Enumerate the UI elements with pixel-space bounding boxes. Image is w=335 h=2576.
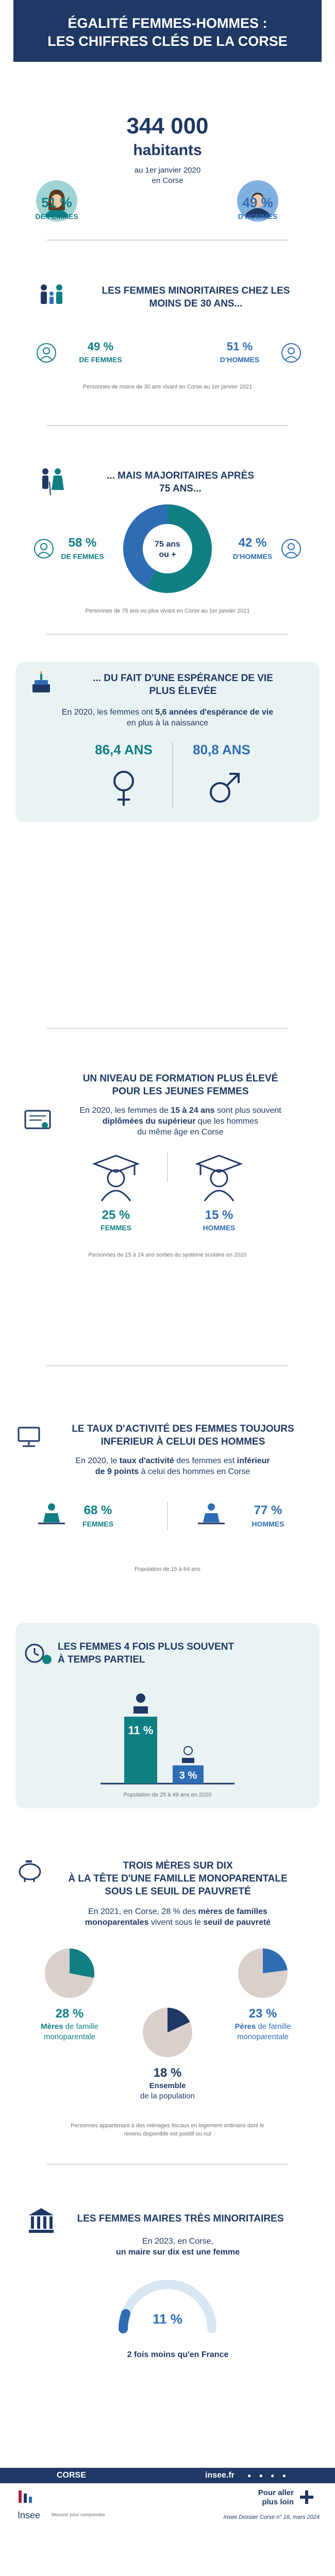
header-title-line2: LES CHIFFRES CLÉS DE LA CORSE: [47, 33, 288, 49]
fathers-label-bold: Pères: [234, 2022, 256, 2031]
poverty-text-a: En 2021, en Corse, 28 % des: [88, 1907, 198, 1916]
activity-text-f: à celui des hommes en Corse: [139, 1467, 250, 1476]
parttime-title-line1: LES FEMMES 4 FOIS PLUS SOUVENT: [58, 1641, 234, 1652]
activity-title-line1: LE TAUX D'ACTIVITÉ DES FEMMES TOUJOURS: [72, 1423, 294, 1434]
education-men-pct: 15 %: [205, 1208, 233, 1222]
parttime-title-line2: À TEMPS PARTIEL: [58, 1654, 145, 1665]
footer-social-icons[interactable]: ● ● ● ●: [247, 2472, 289, 2479]
poverty-note-line1: Personnes appartenant à des ménages fiscaux en logement ordinaire dont le: [71, 2123, 264, 2129]
poverty-text-b: mères de familles: [198, 1907, 267, 1916]
separator: [46, 634, 289, 635]
education-women-pct: 25 %: [102, 1208, 130, 1222]
population-unit: habitants: [133, 142, 202, 159]
mothers-label-bold: Mères: [41, 2022, 63, 2031]
old-women-label: DE FEMMES: [61, 552, 104, 561]
footer-reference: Insee Dossier Corse n° 16, mars 2024: [223, 2514, 320, 2520]
footer-region: CORSE: [57, 2471, 86, 2480]
life-title-line2: PLUS ÉLEVÉE: [149, 686, 217, 697]
poverty-title-line3: SOUS LE SEUIL DE PAUVRETÉ: [105, 1886, 251, 1897]
separator: [46, 240, 289, 241]
young-women-label: DE FEMMES: [79, 355, 122, 364]
poverty-title-line2: À LA TÊTE D'UNE FAMILLE MONOPARENTALE: [68, 1873, 288, 1884]
fathers-label-line2: monoparentale: [237, 2032, 289, 2041]
activity-women-pct: 68 %: [83, 1503, 112, 1517]
poverty-text-d: vivent sous le: [148, 1918, 204, 1927]
parttime-woman-figure-icon: [133, 1693, 148, 1714]
activity-text-line2: [41, 1466, 304, 1477]
mayors-text-a: En 2023, en Corse,: [142, 2237, 213, 2246]
old-women-pct: 58 %: [68, 536, 97, 550]
poverty-title-line1: TROIS MÈRES SUR DIX: [123, 1860, 233, 1871]
education-text-line2: [52, 1116, 309, 1127]
activity-women-label: FEMMES: [82, 1520, 113, 1528]
poverty-text-e: seuil de pauvreté: [203, 1918, 271, 1927]
birthday-cake-icon: [28, 670, 54, 696]
male-symbol-icon: [204, 768, 245, 809]
plus-icon[interactable]: [299, 2489, 314, 2505]
pie-fathers: [237, 1947, 289, 1999]
old-donut-chart: [121, 502, 214, 595]
family-icon: [36, 282, 67, 308]
computer-desk-icon: [15, 1425, 46, 1450]
mayors-footer-text: 2 fois moins qu'en France: [127, 2350, 229, 2359]
insee-logo-icon: [15, 2488, 36, 2509]
footer-tagline: Mesurer pour comprendre: [52, 2512, 106, 2517]
pie-all: [142, 2007, 193, 2058]
graduate-man-icon: [193, 1151, 245, 1203]
pie-mothers-slice: [70, 1948, 94, 1978]
life-text-b: 5,6 années d'espérance de vie: [155, 708, 274, 717]
diploma-icon: [23, 1107, 54, 1132]
bar-women-label: 11 %: [128, 1724, 154, 1737]
all-pct: 18 %: [153, 2066, 182, 2080]
separator: [46, 2164, 289, 2165]
population-total: 344 000: [126, 113, 209, 139]
mothers-label-line2: monoparentale: [43, 2032, 96, 2041]
footer-site[interactable]: insee.fr: [205, 2471, 234, 2480]
parttime-bar-chart: [90, 1685, 245, 1788]
donut-center-line1: 75 ans: [155, 540, 180, 549]
fathers-label-line1: [214, 2022, 312, 2031]
footer-bar: [0, 2468, 335, 2483]
education-text-d: diplômées du supérieur: [102, 1117, 196, 1126]
gauge-label: 11 %: [153, 2311, 182, 2327]
mayors-gauge: [116, 2277, 219, 2334]
mothers-pct: 28 %: [55, 2007, 84, 2021]
population-place: en Corse: [152, 176, 183, 185]
education-divider: [167, 1151, 168, 1182]
footer-brand: Insee: [18, 2510, 41, 2520]
activity-men-pct: 77 %: [254, 1503, 282, 1517]
fathers-pct: 23 %: [248, 2007, 277, 2021]
education-text-f: du même âge en Corse: [137, 1128, 224, 1137]
working-woman-icon: [36, 1502, 67, 1528]
life-title-line1: ... DU FAIT D'UNE ESPÉRANCE DE VIE: [93, 673, 273, 684]
activity-text-b: taux d'activité: [119, 1456, 174, 1465]
activity-note: Population de 15 à 64 ans: [135, 1566, 200, 1572]
mayors-text-b: un maire sur dix est une femme: [115, 2248, 240, 2257]
header-title-line1: ÉGALITÉ FEMMES-HOMMES :: [68, 15, 267, 31]
education-text-a: En 2020, les femmes de: [79, 1106, 171, 1115]
old-woman-icon: [34, 538, 54, 559]
old-title-line2: 75 ANS...: [159, 483, 202, 494]
all-label-line2: de la population: [140, 2092, 195, 2100]
education-title-line2: POUR LES JEUNES FEMMES: [112, 1086, 249, 1097]
mothers-label-line1: [21, 2022, 119, 2031]
life-text-a: En 2020, les femmes ont: [61, 708, 156, 717]
education-text-line1: [52, 1105, 309, 1116]
young-men-label: D'HOMMES: [220, 355, 260, 364]
education-title-line1: UN NIVEAU DE FORMATION PLUS ÉLEVÉ: [82, 1073, 278, 1084]
female-symbol-icon: [108, 768, 139, 809]
activity-text-a: En 2020, le: [75, 1456, 120, 1465]
education-text-b: 15 à 24 ans: [171, 1106, 215, 1115]
life-women-value: 86,4 ANS: [95, 742, 153, 757]
old-title-line1: ... MAIS MAJORITAIRES APRÈS: [106, 470, 255, 481]
footer-more-line1[interactable]: Pour aller: [258, 2488, 294, 2497]
donut-center-line2: ou +: [159, 550, 176, 559]
activity-divider: [167, 1502, 168, 1530]
young-title-line1: LES FEMMES MINORITAIRES CHEZ LES: [102, 285, 290, 296]
old-man-icon: [281, 538, 301, 559]
old-men-label: D'HOMMES: [232, 552, 273, 561]
elderly-couple-icon: [36, 466, 67, 497]
separator: [46, 1028, 289, 1029]
working-man-icon: [196, 1502, 227, 1528]
parttime-man-figure-icon: [182, 1747, 194, 1763]
young-men-pct: 51 %: [226, 340, 253, 353]
fathers-label-rest: de famille: [256, 2022, 291, 2031]
education-women-label: FEMMES: [100, 1224, 131, 1232]
population-women-label: DE FEMMES: [35, 212, 78, 221]
activity-text-line1: [41, 1455, 304, 1466]
all-label-line1: Ensemble: [149, 2081, 186, 2090]
life-text-line1: [26, 707, 309, 718]
young-women-pct: 49 %: [87, 340, 114, 353]
population-men-pct: 49 %: [242, 195, 273, 210]
population-women-pct: 51 %: [41, 195, 72, 210]
pie-fathers-slice: [263, 1948, 288, 1973]
old-men-pct: 42 %: [238, 536, 267, 550]
gauge-fill: [123, 2314, 126, 2329]
mothers-label-rest: de famille: [63, 2022, 98, 2031]
activity-title-line2: INFERIEUR À CELUI DES HOMMES: [100, 1436, 265, 1447]
education-note: Personnes de 15 à 24 ans sorties du système scolaire en 2020: [88, 1252, 247, 1258]
young-man-icon: [281, 343, 301, 363]
poverty-text-c: monoparentales: [85, 1918, 149, 1927]
activity-text-e: de 9 points: [95, 1467, 139, 1476]
life-men-value: 80,8 ANS: [193, 742, 250, 757]
population-men-label: D'HOMMES: [238, 212, 278, 221]
graduate-woman-icon: [90, 1151, 142, 1203]
activity-text-c: des femmes est: [174, 1456, 237, 1465]
clock-money-icon: [23, 1641, 54, 1667]
education-text-c: sont plus souvent: [214, 1106, 281, 1115]
life-divider: [172, 742, 173, 809]
poverty-text-line1: [41, 1906, 314, 1917]
footer-more-line2[interactable]: plus loin: [262, 2498, 294, 2506]
education-text-e: que les hommes: [195, 1117, 259, 1126]
young-title-line2: MOINS DE 30 ANS...: [149, 298, 243, 309]
pie-mothers: [44, 1947, 95, 1999]
young-woman-icon: [36, 343, 57, 363]
old-note: Personnes de 75 ans ou plus vivant en Corse au 1er janvier 2021: [85, 608, 250, 614]
life-text-c: en plus à la naissance: [126, 719, 209, 727]
separator: [46, 425, 289, 426]
young-note: Personnes de moins de 30 ans vivant en Corse au 1er janvier 2021: [82, 384, 253, 390]
parttime-note: Population de 25 à 49 ans en 2020: [123, 1792, 212, 1798]
header-banner: [13, 0, 322, 62]
education-men-label: HOMMES: [203, 1224, 236, 1232]
activity-text-d: inférieur: [237, 1456, 270, 1465]
activity-men-label: HOMMES: [252, 1520, 284, 1528]
mayors-title: LES FEMMES MAIRES TRÈS MINORITAIRES: [77, 2213, 284, 2224]
population-date: au 1er janvier 2020: [134, 166, 201, 175]
poverty-note-line2: revenu disponible est positif ou nul: [124, 2131, 211, 2137]
separator: [46, 1365, 289, 1366]
town-hall-icon: [26, 2205, 57, 2236]
poverty-text-line2: [41, 1917, 314, 1928]
bar-men-label: 3 %: [179, 1770, 197, 1782]
